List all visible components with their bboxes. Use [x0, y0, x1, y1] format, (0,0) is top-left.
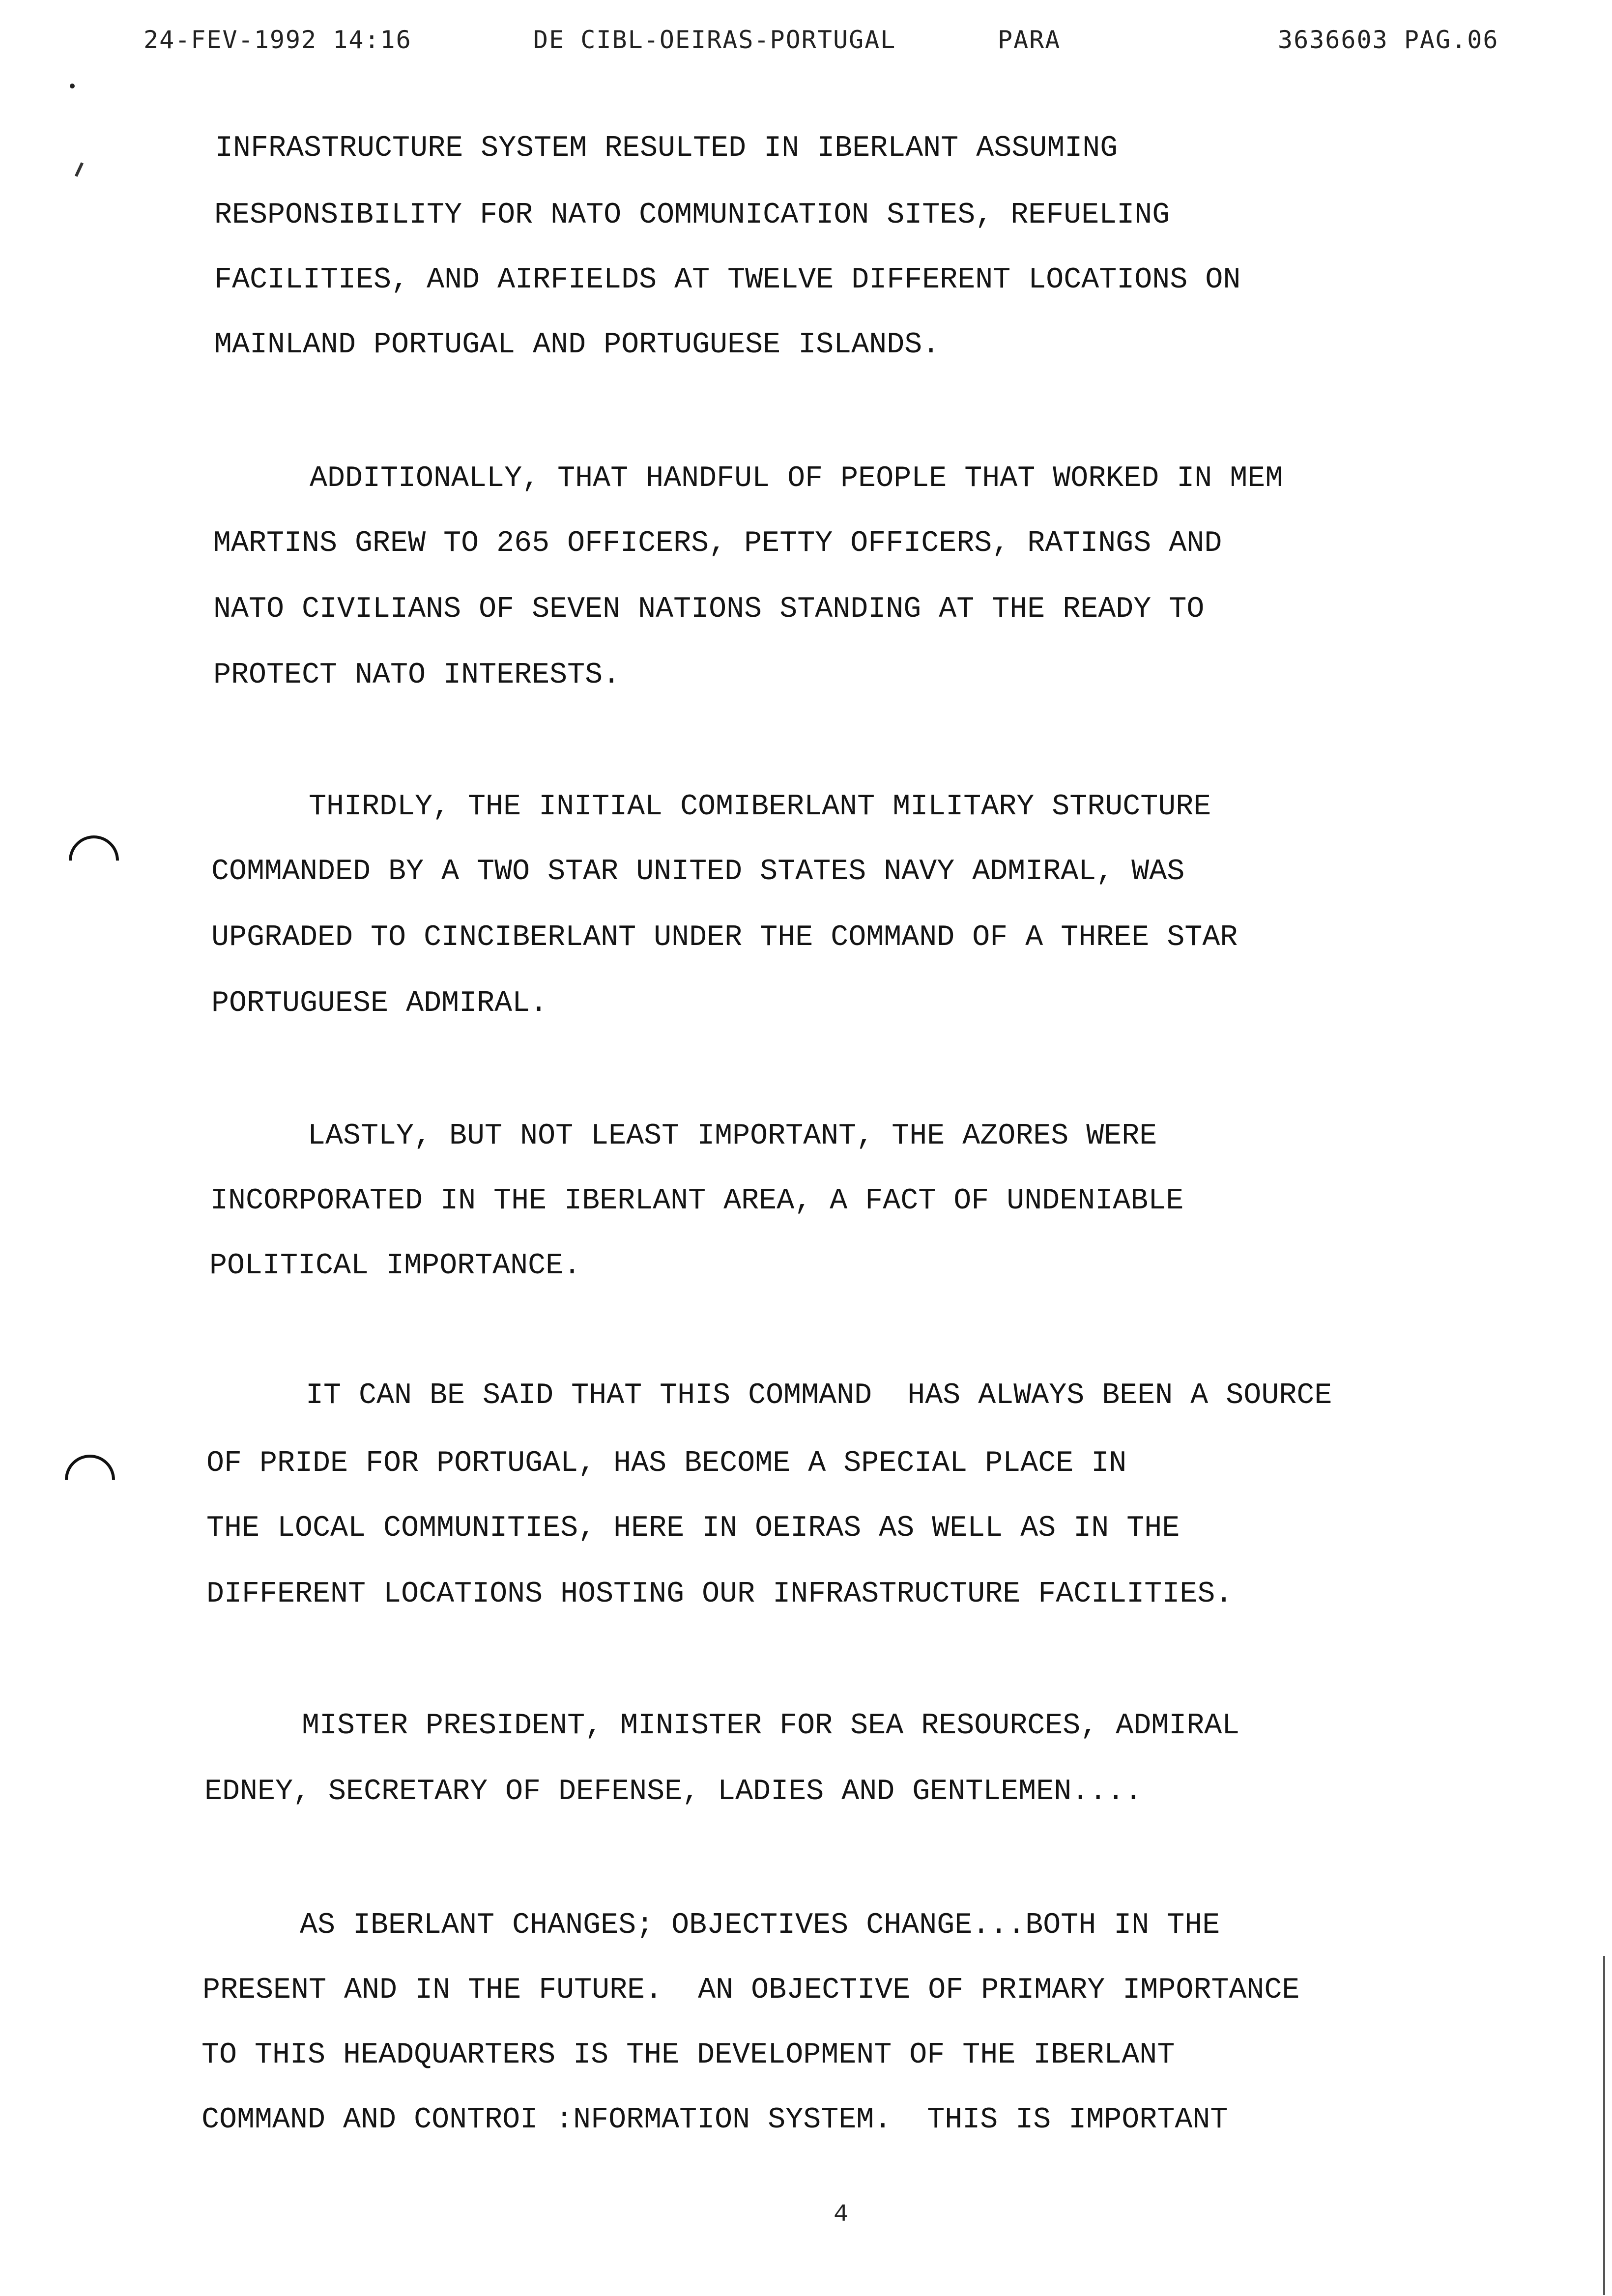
paragraph-6-line-1: MISTER PRESIDENT, MINISTER FOR SEA RESOURCES, ADMIRAL: [302, 1709, 1240, 1743]
paragraph-4-line-3: POLITICAL IMPORTANCE.: [209, 1249, 581, 1283]
paragraph-1-line-1: INFRASTRUCTURE SYSTEM RESULTED IN IBERLANT ASSUMING: [215, 132, 1118, 165]
paragraph-7-line-2: PRESENT AND IN THE FUTURE. AN OBJECTIVE OF PRIMARY IMPORTANCE: [202, 1974, 1300, 2007]
paragraph-1-line-2: RESPONSIBILITY FOR NATO COMMUNICATION SITES, REFUELING: [214, 199, 1170, 232]
fax-header-from: DE CIBL-OEIRAS-PORTUGAL: [533, 26, 896, 54]
paragraph-5-line-1: IT CAN BE SAID THAT THIS COMMAND HAS ALWAYS BEEN A SOURCE: [306, 1379, 1332, 1412]
paragraph-3-line-1: THIRDLY, THE INITIAL COMIBERLANT MILITARY STRUCTURE: [309, 790, 1211, 824]
paragraph-7-line-1: AS IBERLANT CHANGES; OBJECTIVES CHANGE...BOTH IN THE: [300, 1909, 1220, 1942]
paragraph-2-line-3: NATO CIVILIANS OF SEVEN NATIONS STANDING AT THE READY TO: [213, 593, 1205, 626]
fax-header-to: PARA: [998, 26, 1061, 54]
paragraph-3-line-3: UPGRADED TO CINCIBERLANT UNDER THE COMMAND OF A THREE STAR: [211, 921, 1238, 954]
fax-header-number-page: 3636603 PAG.06: [1278, 26, 1499, 54]
scan-speck: [70, 84, 75, 88]
paragraph-5-line-2: OF PRIDE FOR PORTUGAL, HAS BECOME A SPECIAL PLACE IN: [206, 1447, 1127, 1480]
paragraph-5-line-3: THE LOCAL COMMUNITIES, HERE IN OEIRAS AS WELL AS IN THE: [206, 1512, 1180, 1545]
paragraph-4-line-1: LASTLY, BUT NOT LEAST IMPORTANT, THE AZORES WERE: [308, 1119, 1157, 1153]
paragraph-1-line-3: FACILITIES, AND AIRFIELDS AT TWELVE DIFFERENT LOCATIONS ON: [214, 263, 1241, 297]
paragraph-1-line-4: MAINLAND PORTUGAL AND PORTUGUESE ISLANDS.: [214, 328, 940, 362]
paragraph-2-line-1: ADDITIONALLY, THAT HANDFUL OF PEOPLE THAT WORKED IN MEM: [310, 462, 1283, 495]
paragraph-2-line-4: PROTECT NATO INTERESTS.: [213, 659, 621, 692]
page-number: 4: [834, 2201, 849, 2229]
scan-edge-line: [1603, 1956, 1605, 2295]
paragraph-4-line-2: INCORPORATED IN THE IBERLANT AREA, A FACT OF UNDENIABLE: [210, 1184, 1184, 1218]
paragraph-3-line-2: COMMANDED BY A TWO STAR UNITED STATES NAVY ADMIRAL, WAS: [211, 855, 1185, 889]
paragraph-3-line-4: PORTUGUESE ADMIRAL.: [211, 987, 548, 1020]
paragraph-7-line-4: COMMAND AND CONTROI :NFORMATION SYSTEM. THIS IS IMPORTANT: [202, 2103, 1228, 2137]
paragraph-6-line-2: EDNEY, SECRETARY OF DEFENSE, LADIES AND GENTLEMEN....: [204, 1775, 1143, 1808]
fax-header-datetime: 24-FEV-1992 14:16: [144, 26, 412, 54]
paragraph-5-line-4: DIFFERENT LOCATIONS HOSTING OUR INFRASTRUCTURE FACILITIES.: [206, 1578, 1233, 1611]
paragraph-7-line-3: TO THIS HEADQUARTERS IS THE DEVELOPMENT OF THE IBERLANT: [202, 2038, 1175, 2072]
paragraph-2-line-2: MARTINS GREW TO 265 OFFICERS, PETTY OFFICERS, RATINGS AND: [213, 527, 1222, 560]
